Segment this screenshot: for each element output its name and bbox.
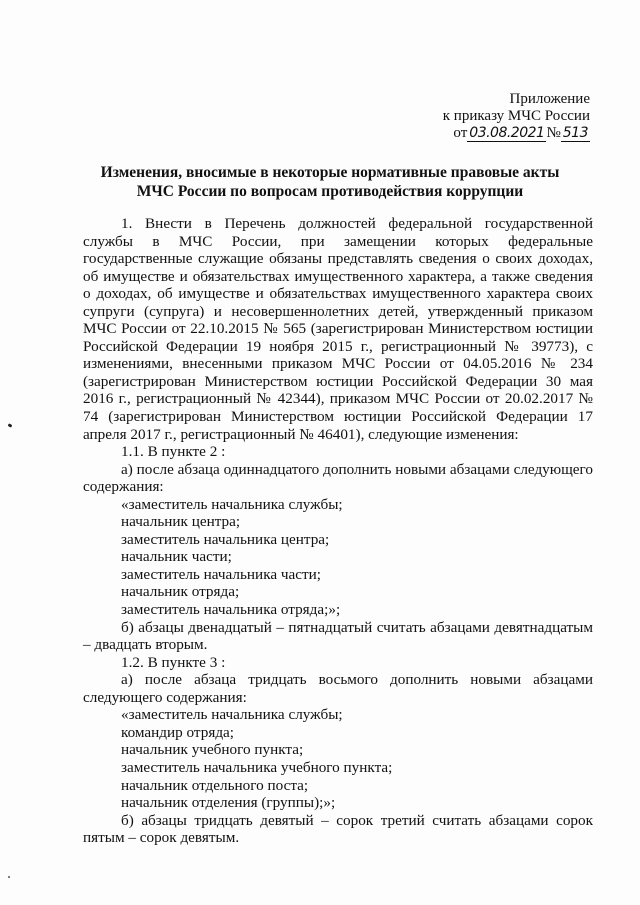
list-item: начальник центра; (121, 513, 241, 531)
item-1-1-b: б) абзацы двенадцатый – пятнадцатый считать абзацами девятнадцатым – двадцать вторым. (83, 618, 593, 654)
item-1-2-a: а) после абзаца тридцать восьмого дополнить новыми абзацами следующего содержания: (83, 671, 593, 706)
list-item: заместитель начальника центра; (121, 530, 330, 548)
list-item: заместитель начальника части; (121, 565, 321, 583)
document-body (83, 215, 593, 847)
paragraph-1: 1. Внести в Перечень должностей федеральной государственной службы в МЧС России, при замещении которых федеральные государственные служащие обязаны представлять сведения о своих доходах, об имуществе и обязательствах имущественного характера, а также сведения о доходах, об имуществе и обязательствах имущественного характера своих супруги (супруга) и несовершеннолетних детей, утвержденный приказом МЧС России от 22.10.2015 № 565 (зарегистрирован Министерством юстиции Российской Федерации 19 ноября 2015 г., регистрационный № 39773), с изменениями, внесенными приказом МЧС России от 04.05.2016 № 234 (зарегистрирован Министерством юстиции Российской Федерации 30 мая 2016 г., регистрационный № 42344), приказом МЧС России от 20.02.2017 № 74 (зарегистрирован Министерством юстиции Российской Федерации 17 апреля 2017 г., регистрационный № 46401), следующие изменения: (83, 215, 593, 443)
item-1-1: 1.1. В пункте 2 : (121, 443, 226, 461)
appendix-order-ref: к приказу МЧС России (442, 108, 590, 124)
appendix-date-line (443, 125, 590, 142)
list-item: начальник отделения (группы);»; (121, 794, 336, 812)
list-item: начальник части; (121, 548, 232, 566)
item-1-2: 1.2. В пункте 3 : (121, 653, 226, 671)
item-1-1-a: а) после абзаца одиннадцатого дополнить новыми абзацами следующего содержания: (83, 460, 593, 496)
document-title (60, 163, 600, 201)
item-1-2-b: б) абзацы тридцать девятый – сорок третий считать абзацами сорок пятым – сорок девятым. (83, 811, 593, 847)
appendix-header (443, 91, 590, 142)
scan-mark (8, 423, 13, 428)
list-item: начальник отдельного поста; (121, 776, 309, 794)
list-item: командир отряда; (121, 723, 235, 741)
list-item: «заместитель начальника службы; (121, 495, 343, 513)
handwritten-date: 03.08.2021 (469, 125, 545, 141)
list-item: заместитель начальника отряда;»; (121, 601, 341, 619)
list-item: «заместитель начальника службы; (121, 706, 343, 724)
list-item: начальник отряда; (121, 583, 240, 601)
date-prefix: от (453, 125, 468, 141)
handwritten-number: 513 (562, 125, 588, 141)
title-line-1: Изменения, вносимые в некоторые нормативные правовые акты (100, 164, 560, 181)
scan-mark (8, 876, 10, 878)
list-item: начальник учебного пункта; (121, 741, 304, 759)
list-item: заместитель начальника учебного пункта; (121, 758, 393, 776)
number-prefix: № (546, 125, 561, 141)
appendix-label: Приложение (509, 91, 590, 107)
title-line-2: МЧС России по вопросам противодействия коррупции (136, 183, 524, 200)
